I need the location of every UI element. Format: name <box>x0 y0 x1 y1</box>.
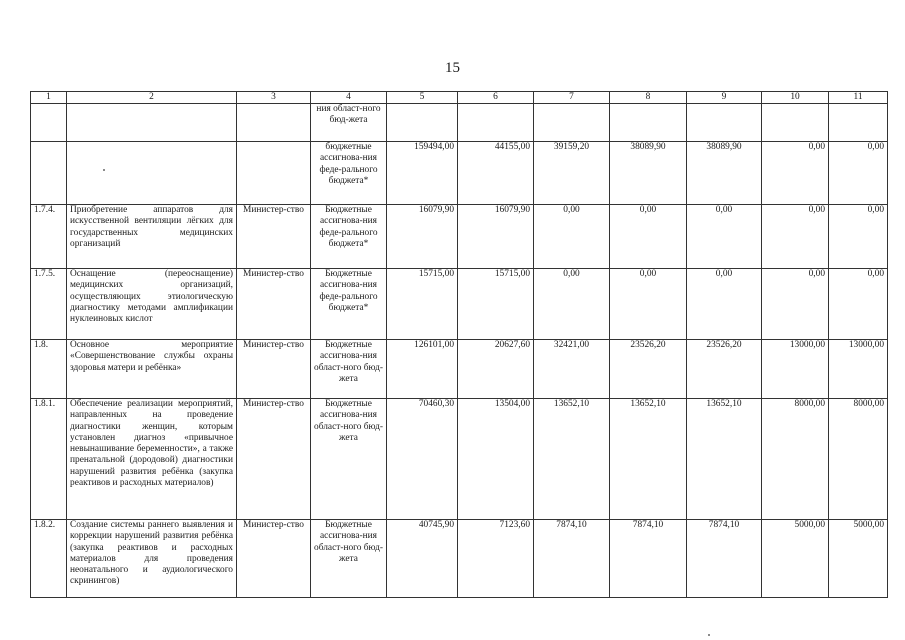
funding-source: ния област-ного бюд-жета <box>311 104 387 142</box>
column-number: 4 <box>311 92 387 104</box>
responsible-executor: Министер-ство <box>237 520 311 598</box>
measure-name: Основное мероприятие «Совершенствование службы охраны здоровья матери и ребёнка» <box>67 340 237 399</box>
funding-value: 13000,00 <box>762 340 829 399</box>
row-number <box>31 104 67 142</box>
column-number: 7 <box>534 92 610 104</box>
funding-value: 0,00 <box>687 269 762 340</box>
funding-source: Бюджетные ассигнова-ния област-ного бюд-жета <box>311 399 387 520</box>
funding-value: 15715,00 <box>458 269 534 340</box>
funding-value: 13652,10 <box>534 399 610 520</box>
funding-value <box>458 104 534 142</box>
column-number: 3 <box>237 92 311 104</box>
funding-value: 70460,30 <box>387 399 458 520</box>
column-number: 10 <box>762 92 829 104</box>
funding-value: 0,00 <box>534 269 610 340</box>
funding-value: 40745,90 <box>387 520 458 598</box>
responsible-executor <box>237 142 311 205</box>
measure-name: Обеспечение реализации мероприятий, направленных на проведение диагностики женщин, которым установлен диагноз «привычное невынашивание беременности», а также пренатальной (дородовой) диагностики нарушений развития ребёнка (закупка реактивов и расходных материалов) <box>67 399 237 520</box>
funding-source: Бюджетные ассигнова-ния феде-рального бюджета* <box>311 205 387 269</box>
funding-value: 0,00 <box>534 205 610 269</box>
scan-speck <box>103 169 105 171</box>
funding-value: 5000,00 <box>762 520 829 598</box>
funding-value: 8000,00 <box>762 399 829 520</box>
measure-name: Оснащение (переоснащение) медицинских организаций, осуществляющих этиологическую диагностику методами амплификации нуклеиновых кислот <box>67 269 237 340</box>
funding-value: 126101,00 <box>387 340 458 399</box>
funding-source: бюджетные ассигнова-ния феде-рального бюджета* <box>311 142 387 205</box>
funding-value: 7874,10 <box>610 520 687 598</box>
column-number: 9 <box>687 92 762 104</box>
funding-value: 39159,20 <box>534 142 610 205</box>
column-number: 5 <box>387 92 458 104</box>
funding-value <box>610 104 687 142</box>
funding-value <box>534 104 610 142</box>
funding-value: 16079,90 <box>458 205 534 269</box>
funding-value: 23526,20 <box>687 340 762 399</box>
funding-value: 5000,00 <box>829 520 888 598</box>
funding-value: 0,00 <box>762 142 829 205</box>
funding-value: 0,00 <box>829 142 888 205</box>
row-number: 1.7.5. <box>31 269 67 340</box>
table-row <box>31 104 888 142</box>
funding-value: 13000,00 <box>829 340 888 399</box>
funding-value: 7123,60 <box>458 520 534 598</box>
funding-value: 38089,90 <box>687 142 762 205</box>
funding-value <box>762 104 829 142</box>
responsible-executor: Министер-ство <box>237 340 311 399</box>
responsible-executor: Министер-ство <box>237 205 311 269</box>
row-number: 1.8.1. <box>31 399 67 520</box>
funding-value: 7874,10 <box>534 520 610 598</box>
responsible-executor: Министер-ство <box>237 399 311 520</box>
funding-value: 0,00 <box>829 205 888 269</box>
column-number: 6 <box>458 92 534 104</box>
scan-speck <box>708 634 710 636</box>
funding-value: 13652,10 <box>610 399 687 520</box>
funding-value: 7874,10 <box>687 520 762 598</box>
funding-value: 44155,00 <box>458 142 534 205</box>
column-number-row <box>31 92 888 104</box>
funding-value <box>829 104 888 142</box>
table-row <box>31 399 888 520</box>
responsible-executor: Министер-ство <box>237 269 311 340</box>
funding-value: 0,00 <box>762 269 829 340</box>
row-number: 1.7.4. <box>31 205 67 269</box>
funding-value <box>387 104 458 142</box>
funding-value: 159494,00 <box>387 142 458 205</box>
row-number: 1.8.2. <box>31 520 67 598</box>
funding-value: 38089,90 <box>610 142 687 205</box>
table-row <box>31 520 888 598</box>
funding-value: 13504,00 <box>458 399 534 520</box>
funding-value: 0,00 <box>762 205 829 269</box>
funding-value: 8000,00 <box>829 399 888 520</box>
measure-name: Приобретение аппаратов для искусственной вентиляции лёгких для государственных медицинских организаций <box>67 205 237 269</box>
table-row <box>31 205 888 269</box>
column-number: 11 <box>829 92 888 104</box>
measure-name <box>67 104 237 142</box>
table-row <box>31 269 888 340</box>
table-row <box>31 340 888 399</box>
responsible-executor <box>237 104 311 142</box>
funding-value: 16079,90 <box>387 205 458 269</box>
measure-name <box>67 142 237 205</box>
column-number: 2 <box>67 92 237 104</box>
page-number: 15 <box>445 60 460 76</box>
funding-value: 0,00 <box>687 205 762 269</box>
column-number: 8 <box>610 92 687 104</box>
row-number: 1.8. <box>31 340 67 399</box>
budget-table <box>30 91 888 598</box>
funding-value: 13652,10 <box>687 399 762 520</box>
funding-value: 0,00 <box>829 269 888 340</box>
funding-value: 0,00 <box>610 269 687 340</box>
funding-source: Бюджетные ассигнова-ния област-ного бюд-жета <box>311 340 387 399</box>
measure-name: Создание системы раннего выявления и коррекции нарушений развития ребёнка (закупка реактивов и расходных материалов для проведения неонатального и аудиологического скринингов) <box>67 520 237 598</box>
funding-value: 32421,00 <box>534 340 610 399</box>
funding-value <box>687 104 762 142</box>
funding-value: 0,00 <box>610 205 687 269</box>
funding-value: 23526,20 <box>610 340 687 399</box>
funding-source: Бюджетные ассигнова-ния област-ного бюд-жета <box>311 520 387 598</box>
funding-value: 20627,60 <box>458 340 534 399</box>
funding-source: Бюджетные ассигнова-ния феде-рального бюджета* <box>311 269 387 340</box>
row-number <box>31 142 67 205</box>
table-row <box>31 142 888 205</box>
funding-value: 15715,00 <box>387 269 458 340</box>
column-number: 1 <box>31 92 67 104</box>
